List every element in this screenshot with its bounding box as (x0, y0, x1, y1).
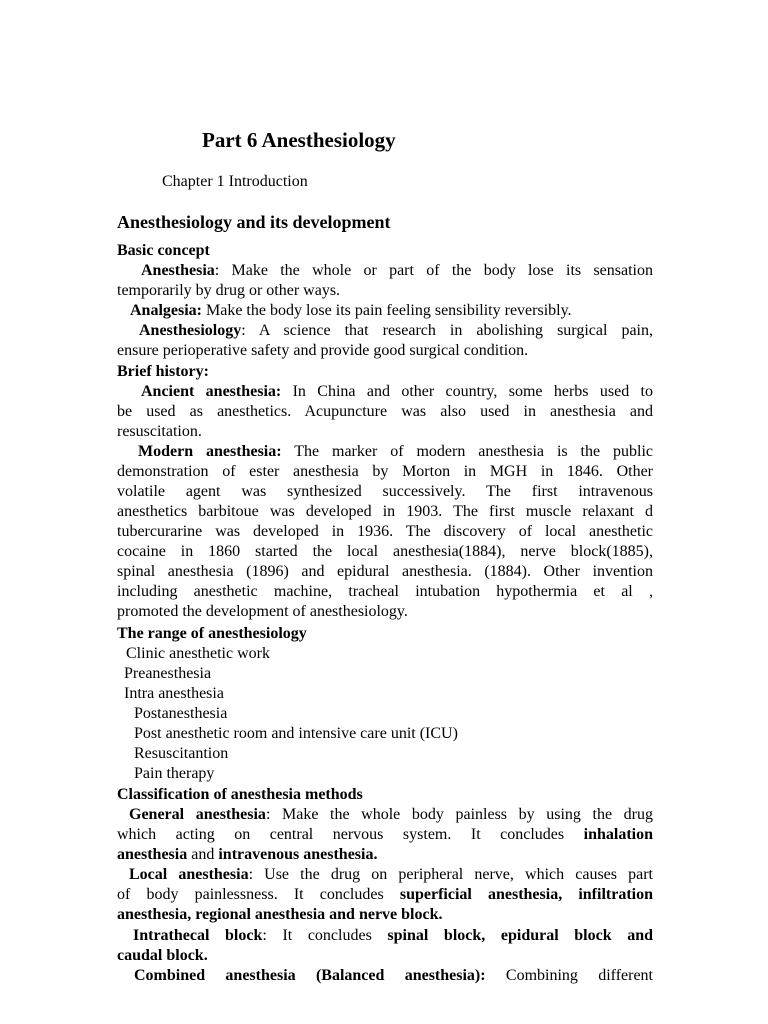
combined-anesthesia-line1: Combined anesthesia (Balanced anesthesia): Combining different (134, 967, 653, 984)
intrathecal-block-line1: Intrathecal block: It concludes spinal block, epidural block and (133, 927, 653, 944)
modern-anesthesia-line9: promoted the development of anesthesiology. (117, 603, 408, 620)
general-anesthesia-line1: General anesthesia: Make the whole body painless by using the drug (129, 806, 653, 823)
range-item: Resuscitantion (134, 745, 229, 762)
range-heading: The range of anesthesiology (117, 625, 307, 642)
local-anesthesia-line2: of body painlessness. It concludes superficial anesthesia, infiltration (117, 886, 653, 903)
classification-heading: Classification of anesthesia methods (117, 786, 363, 803)
analgesia-definition: Analgesia: Make the body lose its pain feeling sensibility reversibly. (130, 302, 572, 319)
modern-anesthesia-line3: volatile agent was synthesized successively. The first intravenous (117, 483, 653, 500)
general-anesthesia-line3: anesthesia and intravenous anesthesia. (117, 846, 378, 863)
local-anesthesia-line3: anesthesia, regional anesthesia and nerve block. (117, 906, 443, 923)
modern-anesthesia-line7: spinal anesthesia (1896) and epidural anesthesia. (1884). Other invention (117, 563, 653, 580)
anesthesia-definition-line2: temporarily by drug or other ways. (117, 282, 341, 299)
range-item: Intra anesthesia (124, 685, 224, 702)
anesthesiology-definition-line1: Anesthesiology: A science that research in abolishing surgical pain, (139, 322, 653, 339)
range-item: Postanesthesia (134, 705, 228, 722)
intrathecal-block-line2: caudal block. (117, 947, 208, 964)
modern-anesthesia-line4: anesthetics barbitoue was developed in 1903. The first muscle relaxant d (117, 503, 653, 520)
brief-history-heading: Brief history: (117, 363, 209, 380)
modern-anesthesia-line2: demonstration of ester anesthesia by Morton in MGH in 1846. Other (117, 463, 653, 480)
range-item: Post anesthetic room and intensive care unit (ICU) (134, 725, 458, 742)
range-item: Clinic anesthetic work (126, 645, 270, 662)
anesthesiology-definition-line2: ensure perioperative safety and provide good surgical condition. (117, 342, 529, 359)
section-title: Anesthesiology and its development (117, 212, 391, 232)
chapter-title: Chapter 1 Introduction (162, 173, 308, 190)
basic-concept-heading: Basic concept (117, 242, 210, 259)
local-anesthesia-line1: Local anesthesia: Use the drug on peripheral nerve, which causes part (129, 866, 653, 883)
range-item: Preanesthesia (124, 665, 212, 682)
part-title: Part 6 Anesthesiology (202, 128, 396, 152)
ancient-anesthesia-line1: Ancient anesthesia: In China and other country, some herbs used to (141, 383, 653, 400)
modern-anesthesia-line5: tubercurarine was developed in 1936. The discovery of local anesthetic (117, 523, 653, 540)
modern-anesthesia-line6: cocaine in 1860 started the local anesthesia(1884), nerve block(1885), (117, 543, 653, 560)
range-item: Pain therapy (134, 765, 215, 782)
modern-anesthesia-line8: including anesthetic machine, tracheal intubation hypothermia et al , (117, 583, 653, 600)
general-anesthesia-line2: which acting on central nervous system. It concludes inhalation (117, 826, 653, 843)
ancient-anesthesia-line2: be used as anesthetics. Acupuncture was also used in anesthesia and (117, 403, 653, 420)
anesthesia-definition-line1: Anesthesia: Make the whole or part of the body lose its sensation (141, 262, 653, 279)
modern-anesthesia-line1: Modern anesthesia: The marker of modern anesthesia is the public (138, 443, 653, 460)
ancient-anesthesia-line3: resuscitation. (117, 423, 202, 440)
